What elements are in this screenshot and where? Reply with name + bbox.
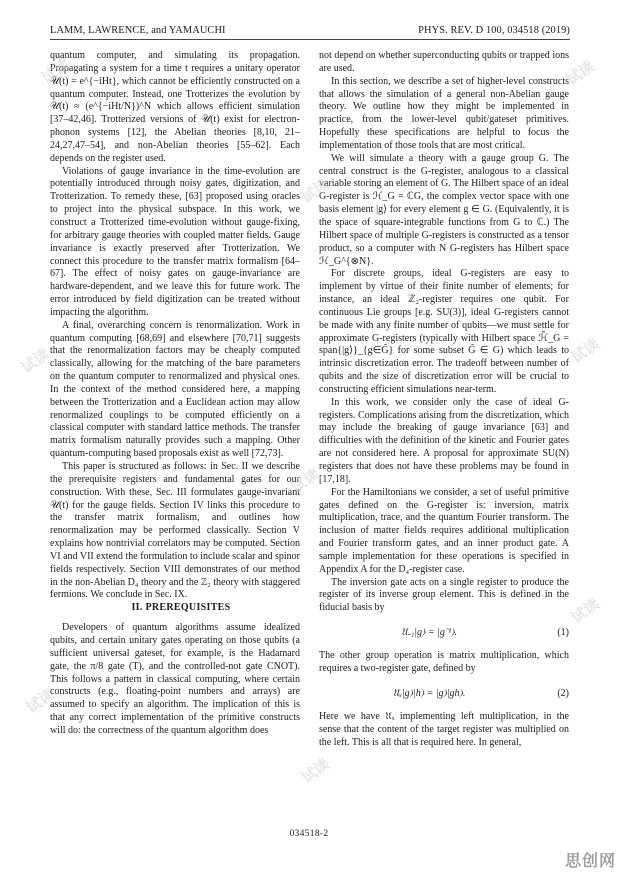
paragraph: Here we have 𝔘ₓ implementing left multiplication, in the sense that the content of the target register was multiplied on the left. This is all that is required here. In general, xyxy=(319,710,569,748)
header-authors: LAMM, LAWRENCE, and YAMAUCHI xyxy=(50,25,226,36)
header-journal-citation: PHYS. REV. D 100, 034518 (2019) xyxy=(418,25,570,36)
equation-body: 𝔘ₓ|g⟩|h⟩ = |g⟩|gh⟩. xyxy=(392,687,466,699)
watermark-stamp: 试读 xyxy=(297,754,333,787)
equation-number: (2) xyxy=(557,687,569,699)
equation-1 xyxy=(319,622,569,646)
page-number: 034518-2 xyxy=(289,829,329,839)
paragraph: not depend on whether superconducting qubits or trapped ions are used. xyxy=(319,50,569,74)
watermark-stamp: 试读 xyxy=(287,464,323,497)
paragraph: In this section, we describe a set of higher-level constructs that allows the simulation of a general non-Abelian gauge theory. We outline how they might be implemented in practice, from the lower-level qubit/gateset primitives. Hopefully these specifications are helpful to focus the implementation of those tools that are most critical. xyxy=(319,75,569,151)
paragraph: quantum computer, and simulating its propagation. Propagating a system for a time t requires a unitary operator 𝒰(t) = e^{−iHt}, which cannot be efficiently constructed on a quantum computer. Instead, one Trotterizes the evolution by 𝒰(t) ≈ (e^{−iHt/N})^N which allows efficient simulation [37–42,46]. Trotterized versions of 𝒰(t) exist for electron-phonon systems [12], the Abelian theories [8,10, 21–24,27,47–54], and non-Abelian theories [55–62]. Each depends on the register used. xyxy=(50,50,300,164)
left-column xyxy=(50,50,300,738)
paragraph: In this work, we consider only the case of ideal G-registers. Complications arising from the discretization, which may include the breaking of gauge invariance [63] and difficulties with the definition of the kinetic and Fourier gates are not considered here. A proposal for approximate SU(N) registers that does not have these problems may be found in [17,18]. xyxy=(319,396,569,485)
equation-number: (1) xyxy=(557,627,569,639)
paragraph: Violations of gauge invariance in the time-evolution are potentially introduced through noisy gates, digitization, and Trotterization. To remedy these, [63] proposed using oracles to project into the physical subspace. In this work, we construct a Trotterized time-evolution without gauge-fixing, for arbitrary gauge theories with coupled matter fields. Gauge invariance is exactly preserved after Trotterization. We connect this procedure to the transfer matrix formalism [64–67]. The effect of noisy gates on gauge-invariance are hardware-dependent, and we leave this for future work. The error introduced by field digitization can be treated without impacting the algorithm. xyxy=(50,165,300,318)
watermark-stamp: 试读 xyxy=(562,56,598,89)
paragraph: This paper is structured as follows: in Sec. II we describe the prerequisite registers and fundamental gates for our construction. With these, Sec. III formulates gauge-invariant 𝒰(t) for the gauge fields. Section IV links this procedure to the transfer matrix formalism, and outlines how renormalization may be performed classically. Section V explains how nontrivial correlators may be computed. Section VI and VII extend the formulation to include scalar and spinor fields respectively. Section VIII demonstrates of our method in the non-Abelian D₄ theory and the ℤ₂ theory with staggered fermions. We conclude in Sec. IX. xyxy=(50,461,300,601)
watermark-stamp: 试读 xyxy=(297,174,333,207)
watermark-stamp: 试读 xyxy=(567,594,603,627)
header-rule xyxy=(50,39,570,40)
watermark-stamp: 试读 xyxy=(567,334,603,367)
watermark-stamp: 试读 xyxy=(22,684,58,717)
watermark-stamp: 试读 xyxy=(37,54,73,87)
right-column xyxy=(319,50,569,749)
section-heading: II. PREREQUISITES xyxy=(131,602,231,614)
paragraph: A final, overarching concern is renormalization. Work in quantum computing [68,69] and elsewhere [70,71] suggests that the renormalization factors may be cheaply computed classically, allowing for the matching of the bare parameters on the quantum computer to renormalized and physical ones. In the context of the method considered here, a mapping between the Trotterization and a Euclidean action may allow renormalized couplings to be computed efficiently on a classical computer with standard lattice methods. The transfer matrix formalism naturally provides such a mapping. Other quantum-computing based proposals exist as well [72,73]. xyxy=(50,319,300,460)
paragraph: We will simulate a theory with a gauge group G. The central construct is the G-register, analogous to a classical variable storing an element of G. The Hilbert space of an ideal G-register is ℋ_G = ℂG, the complex vector space with one basis element |g⟩ for every element g ∈ G. (Equivalently, it is the space of square-integrable functions from G to ℂ.) The Hilbert space of multiple G-registers is constructed as a tensor product, so a computer with N G-registers has Hilbert space ℋ_G^{⊗N}. xyxy=(319,152,569,267)
equation-2 xyxy=(319,683,569,707)
equation-body: 𝔘₋₁|g⟩ = |g⁻¹⟩. xyxy=(400,627,458,639)
paragraph: The inversion gate acts on a single register to produce the register of its inverse group element. This is defined in the fiducial basis by xyxy=(319,576,569,614)
paragraph: The other group operation is matrix multiplication, which requires a two-register gate, defined by xyxy=(319,650,569,674)
paragraph: For the Hamiltonians we consider, a set of useful primitive gates defined on the G-register is: inversion, matrix multiplication, trace, and the quantum Fourier transform. The inclusion of matter fields requires additional multiplication and Fourier transform gates, and an inner product gate. A sample implementation for these operations is specified in Appendix A for the D₄-register case. xyxy=(319,486,569,575)
running-header xyxy=(50,25,570,39)
paragraph: For discrete groups, ideal G-registers are easy to implement by virtue of their finite number of elements; for instance, an ideal ℤ₂-register requires one qubit. For continuous Lie groups [e.g. SU(3)], ideal G-registers cannot be made with any finite number of qubits—we must settle for approximate G-registers (typically with Hilbert space ℋ̃_G = span{|g⟩}_{g∈G̃} for some subset G̃ ∈ G) which leads to intrinsic discretization error. The tradeoff between number of qubits and the size of discretization error will be crucial to constructing efficient simulations near-term. xyxy=(319,268,569,395)
watermark-stamp: 试读 xyxy=(17,344,53,377)
paragraph: Developers of quantum algorithms assume idealized qubits, and certain unitary gates operating on those qubits (a sufficient universal gateset, for example, is the Hadamard gate, the π/8 gate (T), and the controlled-not gate CNOT). This follows a pattern in classical computing, where certain constructs (e.g., floating-point numbers and arrays) are assumed to specify an algorithm. The implication of this is that any correct implementation of the primitive constructs will do: the correctness of the quantum algorithm does xyxy=(50,622,300,736)
site-logo: 思创网 xyxy=(565,851,617,870)
